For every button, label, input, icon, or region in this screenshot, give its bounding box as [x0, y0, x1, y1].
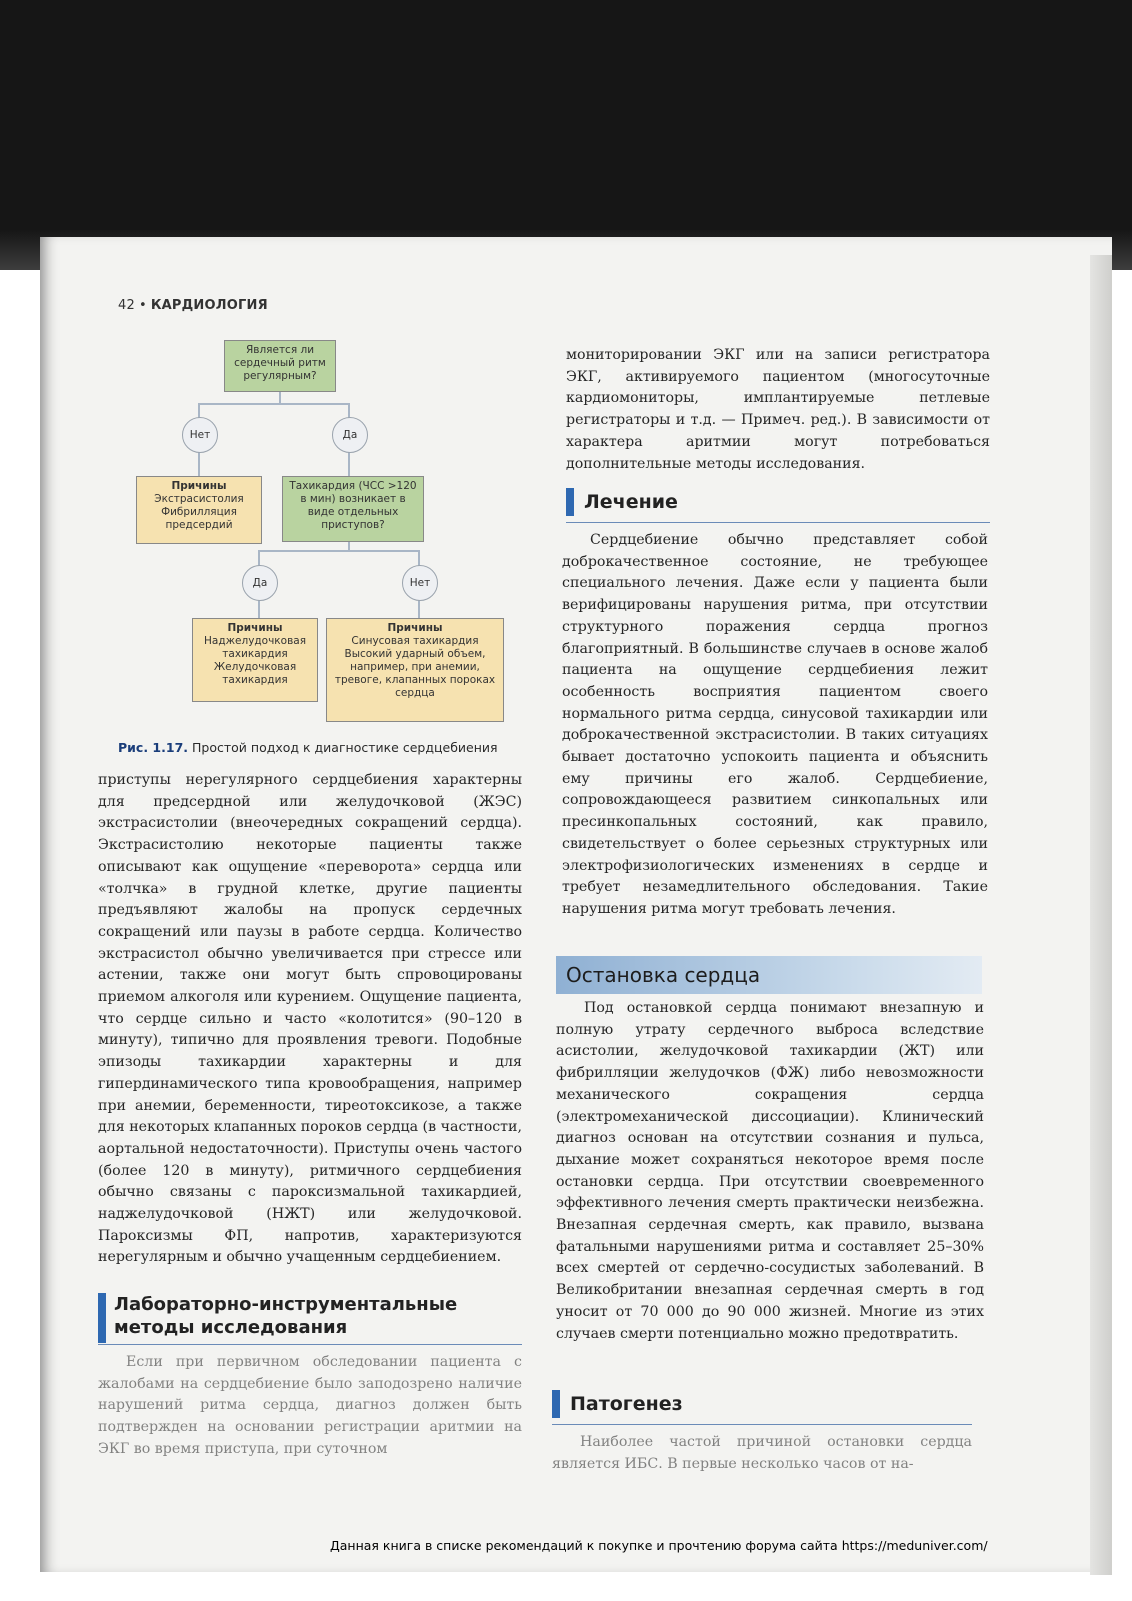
heading-underline	[98, 1344, 522, 1345]
paragraph: Сердцебиение обычно представляет собой доброкачественное состояние, не требующее специального лечения. Даже если у пациента были верифицированы нарушения ритма, при отсутствии структурного поражения сердца прогноз благоприятный. В большинстве случаев в основе жалоб пациента на ощущение сердцебиения лежит особенность восприятия пациентом своего нормального ритма сердца, синусовой тахикардии или доброкачественной экстрасистолии. В таких ситуациях бывает достаточно успокоить пациента и объяснить ему причины его жалоб. Сердцебиение, сопровождающееся развитием синкопальных или пресинкопальных состояний, как правило, свидетельствует о более серьезных структурных или электрофизиологических изменениях в сердце и требует незамедлительного обследования. Такие нарушения ритма могут требовать лечения.	[562, 532, 988, 917]
figure-label: Рис. 1.17.	[118, 740, 189, 755]
bullet-icon: •	[138, 298, 147, 313]
page-number: 42	[118, 298, 135, 313]
right-column-text-3	[556, 998, 984, 1345]
connector	[279, 391, 281, 403]
paragraph: Под остановкой сердца понимают внезапную и полную утрату сердечного выброса вследствие асистолии, желудочковой тахикардии (ЖТ) или фибрилляции желудочков (ФЖ) либо невозможности механического сокращения сердца (электромеханической диссоциации). Клинический диагноз основан на отсутствии сознания и пульса, дыхание может сохраняться некоторое время после остановки сердца. При отсутствии своевременного эффективного лечения смерть практически неизбежна. Внезапная сердечная смерть, как правило, вызвана фатальными нарушениями ритма и составляет 25–30% всех смертей от сердечно-сосудистых заболеваний. В Великобритании внезапная сердечная смерть в год уносит от 70 000 до 90 000 жизней. Многие из этих случаев смерти потенциально можно предотвратить.	[556, 1000, 984, 1342]
causes-text: Экстрасистолия Фибрилляция предсердий	[154, 493, 244, 531]
connector	[348, 403, 350, 418]
left-column-text-2	[98, 1352, 522, 1461]
connector	[198, 403, 350, 405]
right-column-text	[566, 345, 990, 475]
question-tachycardia: Тахикардия (ЧСС >120 в мин) возникает в виде отдельных приступов?	[282, 476, 424, 542]
paragraph: Наиболее частой причиной остановки сердца является ИБС. В первые несколько часов от на-	[552, 1434, 972, 1472]
page-edge	[1090, 255, 1112, 1575]
causes-text: Синусовая тахикардия Высокий ударный объем, например, при анемии, тревоге, клапанных пороках сердца	[334, 635, 496, 699]
footer-note: Данная книга в списке рекомендаций к покупке и прочтению форума сайта https://meduniver.com/	[330, 1538, 988, 1553]
section-title: КАРДИОЛОГИЯ	[150, 298, 268, 313]
connector	[198, 403, 200, 418]
right-column-text-4	[552, 1432, 972, 1475]
answer-no-1: Нет	[182, 417, 218, 453]
causes-title: Причины	[227, 622, 283, 634]
figure-caption-text: Простой подход к диагностике сердцебиения	[192, 740, 498, 755]
paragraph: мониторировании ЭКГ или на записи регистратора ЭКГ, активируемого пациентом (многосуточные кардиомониторы, имплантируемые петлевые регистраторы и т.д. — Примеч. ред.). В зависимости от характера аритмии могут потребоваться дополнительные методы исследования.	[566, 347, 990, 472]
heading-marker	[552, 1390, 560, 1418]
connector	[198, 450, 200, 478]
heading-marker	[98, 1293, 106, 1343]
connector	[418, 550, 420, 566]
connector	[348, 450, 350, 478]
causes-title: Причины	[171, 480, 227, 492]
figure-caption	[118, 740, 498, 755]
left-column-text	[98, 770, 522, 1269]
heading-marker	[566, 488, 574, 516]
causes-irregular	[136, 476, 262, 544]
connector	[258, 550, 260, 566]
connector	[258, 598, 260, 618]
answer-yes-2: Да	[242, 565, 278, 601]
answer-no-2: Нет	[402, 565, 438, 601]
causes-title: Причины	[387, 622, 443, 634]
heading-pathogenesis: Патогенез	[570, 1393, 683, 1415]
connector	[258, 550, 420, 552]
connector	[418, 598, 420, 618]
paragraph: Если при первичном обследовании пациента с жалобами на сердцебиение было заподозрено наличие нарушений ритма сердца, диагноз должен быть подтвержден на основании регистрации аритмии на ЭКГ во время приступа, при суточном	[98, 1354, 522, 1457]
causes-paroxysmal	[192, 618, 318, 702]
paragraph: приступы нерегулярного сердцебиения характерны для предсердной или желудочковой (ЖЭС) экстрасистолии (внеочередных сокращений сердца). Экстрасистолию некоторые пациенты также описывают как ощущение «переворота» сердца или «толчка» в грудной клетке, другие пациенты предъявляют жалобы на пропуск сердечных сокращений или паузы в работе сердца. Количество экстрасистол обычно увеличивается при стрессе или астении, также они могут быть спровоцированы приемом алкоголя или курением. Ощущение пациента, что сердце сильно и часто «колотится» (90–120 в минуту), типично для проявления тревоги. Подобные эпизоды тахикардии характерны и для гипердинамического типа кровообращения, например при анемии, беременности, тиреотоксикозе, а также для некоторых клапанных пороков сердца (в частности, аортальной недостаточности). Приступы очень частого (более 120 в минуту), ритмичного сердцебиения обычно связаны с пароксизмальной тахикардией, наджелудочковой (НЖТ) или желудочковой. Пароксизмы ФП, напротив, характеризуются нерегулярным и обычно учащенным сердцебиением.	[98, 772, 522, 1266]
heading-underline	[552, 1424, 972, 1425]
heading-lab-methods: Лабораторно-инструментальные методы исследования	[114, 1294, 458, 1338]
dark-background	[0, 0, 1132, 260]
answer-yes-1: Да	[332, 417, 368, 453]
running-header	[118, 298, 268, 313]
causes-sinus	[326, 618, 504, 722]
right-column-text-2	[562, 530, 988, 921]
question-regular-rhythm: Является ли сердечный ритм регулярным?	[224, 340, 336, 392]
heading-treatment: Лечение	[584, 491, 678, 513]
flowchart	[130, 336, 530, 728]
heading-cardiac-arrest: Остановка сердца	[556, 956, 982, 994]
causes-text: Наджелудочковая тахикардия Желудочковая тахикардия	[203, 635, 307, 686]
heading-underline	[566, 522, 990, 523]
